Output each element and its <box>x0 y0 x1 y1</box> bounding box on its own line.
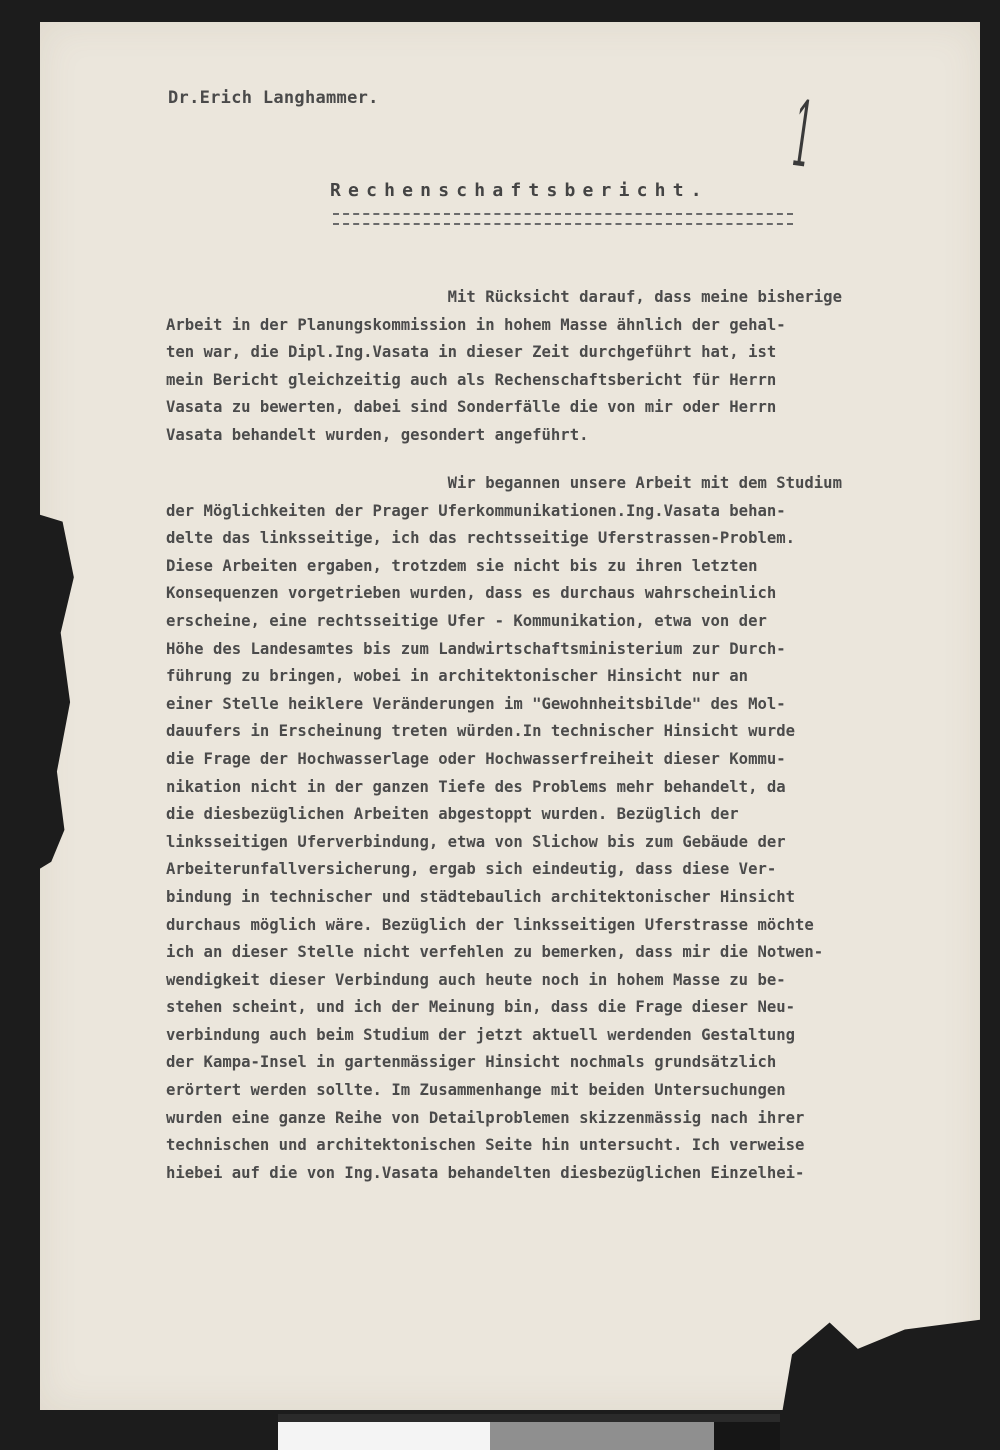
text-line: führung zu bringen, wobei in architektonischer Hinsicht nur an <box>166 667 749 686</box>
text-line: nikation nicht in der ganzen Tiefe des Problems mehr behandelt, da <box>166 777 786 796</box>
text-line: hiebei auf die von Ing.Vasata behandelten diesbezüglichen Einzelhei- <box>166 1163 805 1182</box>
text-line: delte das linksseitige, ich das rechtsseitige Uferstrassen-Problem. <box>166 529 796 548</box>
text-line: Höhe des Landesamtes bis zum Landwirtschaftsministerium zur Durch- <box>166 639 786 658</box>
document-title: Rechenschaftsbericht. <box>330 180 709 201</box>
paragraph-2 <box>166 470 966 1187</box>
handwritten-page-number: 1 <box>785 82 820 189</box>
text-line: einer Stelle heiklere Veränderungen im "Gewohnheitsbilde" des Mol- <box>166 694 786 713</box>
text-line: ten war, die Dipl.Ing.Vasata in dieser Zeit durchgeführt hat, ist <box>166 343 777 362</box>
text-line: mein Bericht gleichzeitig auch als Rechenschaftsbericht für Herrn <box>166 370 777 389</box>
text-line: Vasata behandelt wurden, gesondert angeführt. <box>166 425 589 444</box>
text-line: stehen scheint, und ich der Meinung bin, dass die Frage dieser Neu- <box>166 998 796 1017</box>
calibration-gray-patch <box>490 1422 714 1450</box>
text-line: erscheine, eine rechtsseitige Ufer - Kommunikation, etwa von der <box>166 611 767 630</box>
text-line: dauufers in Erscheinung treten würden.In technischer Hinsicht wurde <box>166 722 796 741</box>
text-line: Arbeiterunfallversicherung, ergab sich eindeutig, dass diese Ver- <box>166 860 777 879</box>
text-line: erörtert werden sollte. Im Zusammenhange mit beiden Untersuchungen <box>166 1081 786 1100</box>
paragraph-1 <box>166 284 966 450</box>
text-line: Vasata zu bewerten, dabei sind Sonderfälle die von mir oder Herrn <box>166 398 777 417</box>
text-line: die Frage der Hochwasserlage oder Hochwasserfreiheit dieser Kommu- <box>166 749 786 768</box>
text-line: der Möglichkeiten der Prager Uferkommunikationen.Ing.Vasata behan- <box>166 501 786 520</box>
calibration-black-patch <box>714 1422 780 1450</box>
text-line: linksseitigen Uferverbindung, etwa von Slichow bis zum Gebäude der <box>166 832 786 851</box>
text-line: durchaus möglich wäre. Bezüglich der linksseitigen Uferstrasse möchte <box>166 915 814 934</box>
text-line: Arbeit in der Planungskommission in hohem Masse ähnlich der gehal- <box>166 315 786 334</box>
text-line: verbindung auch beim Studium der jetzt aktuell werdenden Gestaltung <box>166 1025 796 1044</box>
text-line: Konsequenzen vorgetrieben wurden, dass es durchaus wahrscheinlich <box>166 584 777 603</box>
text-line: technischen und architektonischen Seite hin untersucht. Ich verweise <box>166 1136 805 1155</box>
text-line: Diese Arbeiten ergaben, trotzdem sie nicht bis zu ihren letzten <box>166 556 758 575</box>
text-line: ich an dieser Stelle nicht verfehlen zu bemerken, dass mir die Notwen- <box>166 943 824 962</box>
text-line: Wir begannen unsere Arbeit mit dem Studium <box>166 474 842 492</box>
text-line: bindung in technischer und städtebaulich architektonischer Hinsicht <box>166 887 796 906</box>
text-line: der Kampa-Insel in gartenmässiger Hinsicht nochmals grundsätzlich <box>166 1053 777 1072</box>
calibration-strip-base <box>278 1414 780 1422</box>
text-line: die diesbezüglichen Arbeiten abgestoppt wurden. Bezüglich der <box>166 805 739 824</box>
calibration-white-patch <box>278 1422 490 1450</box>
text-line: Mit Rücksicht darauf, dass meine bisherige <box>166 288 842 306</box>
text-line: wendigkeit dieser Verbindung auch heute noch in hohem Masse zu be- <box>166 970 786 989</box>
text-line: wurden eine ganze Reihe von Detailproblemen skizzenmässig nach ihrer <box>166 1108 805 1127</box>
author-name: Dr.Erich Langhammer. <box>168 88 379 108</box>
title-underline <box>333 213 793 225</box>
